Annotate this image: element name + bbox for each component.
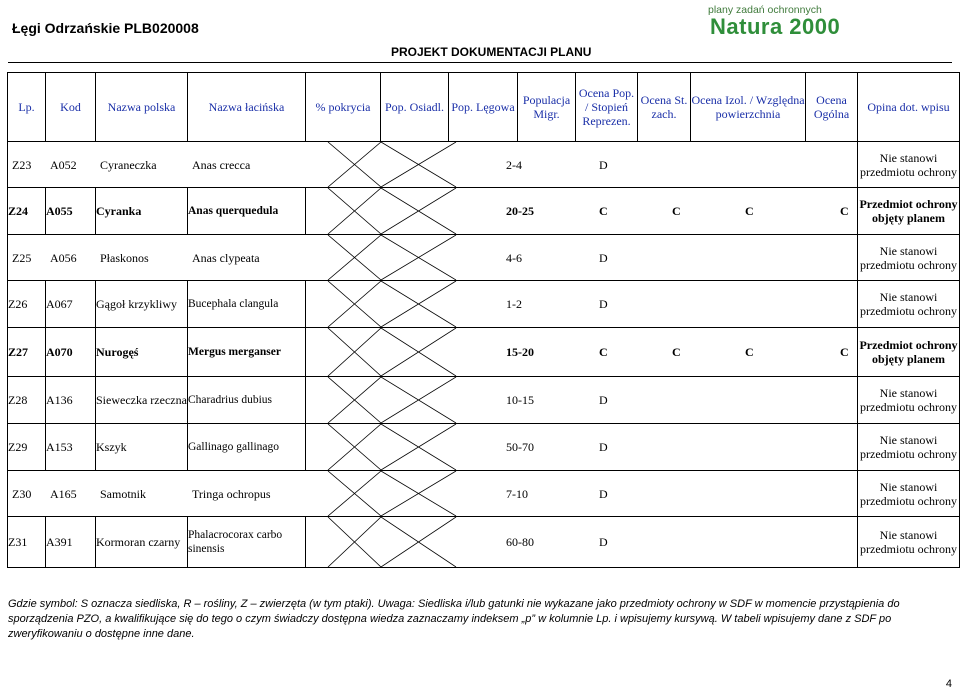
col-header-lp: Lp. [8,73,46,142]
table-row [8,424,960,471]
pop-legowa-cell: 50-70 [506,440,534,454]
kod-cell: A136 [46,377,96,424]
ocena-pop-cell: D [599,250,608,265]
row-span-cell [306,281,858,328]
kod-cell: A165 [50,486,77,501]
ocena-pop-cell: C [599,345,608,359]
row-span-cell [306,188,858,235]
table-row [8,142,960,188]
table-row [8,328,960,377]
pop-legowa-cell: 20-25 [506,204,534,218]
table-row [8,517,960,568]
footnote: Gdzie symbol: S oznacza siedliska, R – rośliny, Z – zwierzęta (w tym ptaki). Uwaga: Siedliska i/lub gatunki nie wykazane jako przedmioty ochrony w SDF w momencie przystąpienia do sporządzenia PZO, a kwalifikujące się do tego o czym świadczy dostępna wiedza zaznaczamy indeksem „p” w kolumnie Lp. i wpisujemy kursywą. W tabeli wpisujemy dane z SDF po zweryfikowaniu o dostępne inne dane. [8,598,900,640]
nazwa-polska-cell: Gągoł krzykliwy [96,281,188,328]
row-span-cell [306,328,858,377]
lp-cell: Z26 [8,281,46,328]
nazwa-lacinska-cell: Charadrius dubius [188,377,306,424]
pop-legowa-cell: 4-6 [506,250,522,265]
ocena-ogolna-cell: C [840,204,849,218]
col-header-kod: Kod [46,73,96,142]
col-header-populacja-migr: Populacja Migr. [518,73,576,142]
col-header-pokrycie: % pokrycia [306,73,381,142]
nazwa-polska-cell: Sieweczka rzeczna [96,377,188,424]
nazwa-polska-cell: Nurogęś [96,328,188,377]
kod-cell: A153 [46,424,96,471]
ocena-pop-cell: D [599,393,608,407]
nazwa-lacinska-cell: Anas querquedula [188,188,306,235]
ocena-pop-cell: D [599,440,608,454]
lp-cell: Z23 [12,157,32,172]
empty-cell-cross [306,328,858,376]
ocena-pop-cell: D [599,297,608,311]
col-header-nazwa-polska: Nazwa polska [96,73,188,142]
nazwa-polska-cell: Cyranka [96,188,188,235]
ocena-st-zach-cell: C [672,204,681,218]
nazwa-lacinska-cell: Mergus merganser [188,328,306,377]
row-span-cell [306,377,858,424]
opinia-cell: Nie stanowi przedmiotu ochrony [858,517,960,568]
table-row [8,281,960,328]
nazwa-lacinska-cell: Anas clypeata [192,250,260,265]
empty-cell-cross [306,517,858,567]
opinia-cell: Nie stanowi przedmiotu ochrony [858,235,960,281]
col-header-ocena-izol: Ocena Izol. / Względna powierzchnia [691,73,806,142]
empty-cell-cross [306,188,858,234]
nazwa-lacinska-cell: Tringa ochropus [192,486,271,501]
col-header-opinia: Opina dot. wpisu [858,73,960,142]
empty-cell-cross [8,471,858,516]
kod-cell: A070 [46,328,96,377]
opinia-cell: Nie stanowi przedmiotu ochrony [858,471,960,517]
kod-cell: A056 [50,250,77,265]
table-header-row [8,73,960,142]
page-number: 4 [945,678,952,690]
pop-legowa-cell: 7-10 [506,486,528,501]
pop-legowa-cell: 1-2 [506,297,522,311]
lp-cell: Z31 [8,517,46,568]
pop-legowa-cell: 10-15 [506,393,534,407]
kod-cell: A052 [50,157,77,172]
row-span-cell [8,142,858,188]
empty-cell-cross [8,142,858,187]
pop-legowa-cell: 60-80 [506,535,534,549]
opinia-cell: Nie stanowi przedmiotu ochrony [858,142,960,188]
kod-cell: A055 [46,188,96,235]
row-span-cell [306,517,858,568]
empty-cell-cross [306,281,858,327]
opinia-cell: Przedmiot ochrony objęty planem [858,188,960,235]
nazwa-lacinska-cell: Gallinago gallinago [188,424,306,471]
natura-2000-logo [700,4,841,39]
col-header-ocena-st-zach: Ocena St. zach. [638,73,691,142]
lp-cell: Z28 [8,377,46,424]
ocena-pop-cell: D [599,535,608,549]
lp-cell: Z24 [8,188,46,235]
ocena-st-zach-cell: C [672,345,681,359]
ocena-pop-cell: D [599,157,608,172]
opinia-cell: Nie stanowi przedmiotu ochrony [858,281,960,328]
ocena-pop-cell: C [599,204,608,218]
table-row [8,188,960,235]
row-span-cell [8,471,858,517]
row-span-cell [306,424,858,471]
ocena-izol-cell: C [745,204,754,218]
table-row [8,235,960,281]
empty-cell-cross [306,377,858,423]
lp-cell: Z30 [12,486,32,501]
lp-cell: Z25 [12,250,32,265]
col-header-nazwa-lacinska: Nazwa łacińska [188,73,306,142]
kod-cell: A067 [46,281,96,328]
ocena-izol-cell: C [745,345,754,359]
nazwa-lacinska-cell: Anas crecca [192,157,251,172]
table-row [8,377,960,424]
empty-cell-cross [8,235,858,280]
row-span-cell [8,235,858,281]
col-header-ocena-pop: Ocena Pop. / Stopień Reprezen. [576,73,638,142]
nazwa-polska-cell: Kormoran czarny [96,517,188,568]
col-header-ocena-ogolna: Ocena Ogólna [806,73,858,142]
logo-main-text: Natura 2000 [710,14,841,39]
nazwa-polska-cell: Cyraneczka [100,157,157,172]
opinia-cell: Nie stanowi przedmiotu ochrony [858,424,960,471]
nazwa-lacinska-cell: Bucephala clangula [188,281,306,328]
lp-cell: Z27 [8,328,46,377]
col-header-pop-legowa: Pop. Lęgowa [449,73,518,142]
nazwa-polska-cell: Płaskonos [100,250,149,265]
nazwa-polska-cell: Samotnik [100,486,147,501]
kod-cell: A391 [46,517,96,568]
opinia-cell: Nie stanowi przedmiotu ochrony [858,377,960,424]
nazwa-lacinska-cell: Phalacrocorax carbo sinensis [188,517,306,568]
ocena-pop-cell: D [599,486,608,501]
pop-legowa-cell: 15-20 [506,345,534,359]
ocena-ogolna-cell: C [840,345,849,359]
lp-cell: Z29 [8,424,46,471]
document-title: Łęgi Odrzańskie PLB020008 [12,20,199,36]
table-row [8,471,960,517]
empty-cell-cross [306,424,858,470]
logo-subtitle: plany zadań ochronnych [708,4,822,16]
col-header-pop-osiadl: Pop. Osiadl. [381,73,449,142]
pop-legowa-cell: 2-4 [506,157,522,172]
nazwa-polska-cell: Kszyk [96,424,188,471]
project-title: PROJEKT DOKUMENTACJI PLANU [391,45,592,59]
species-table [7,72,960,568]
header-rule [8,62,952,63]
opinia-cell: Przedmiot ochrony objęty planem [858,328,960,377]
